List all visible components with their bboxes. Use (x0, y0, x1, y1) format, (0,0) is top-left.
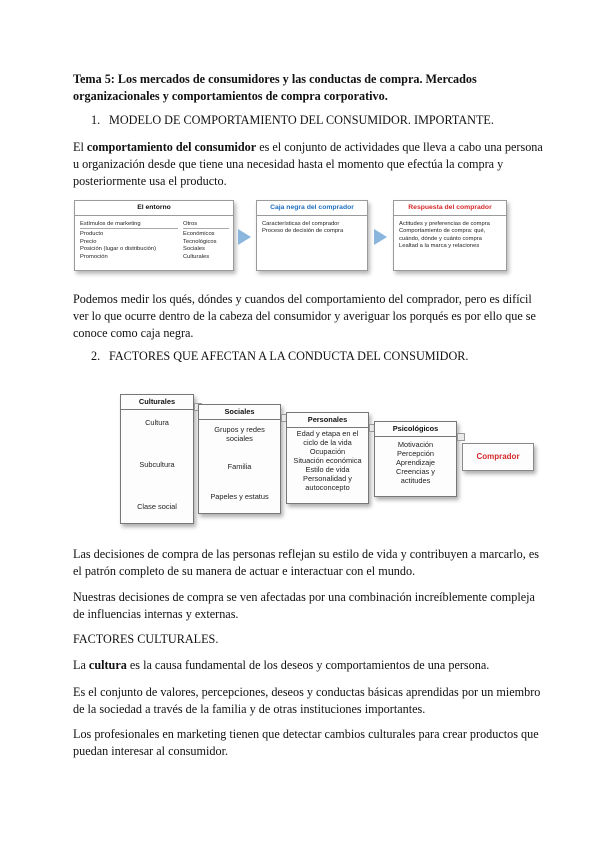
factor-item: Percepción (397, 449, 434, 458)
respuesta-items (399, 221, 505, 251)
respuesta-item: Lealtad a la marca y relaciones (399, 243, 480, 250)
factor-item: Estilo de vida (305, 465, 350, 474)
sociales-title: Sociales (199, 405, 280, 420)
respuesta-item: cuándo, dónde y cuánto compra (399, 235, 482, 242)
entorno-item: Posición (lugar o distribución) (80, 246, 157, 253)
factor-item: Clase social (137, 502, 177, 511)
caja-negra-item: Características del comprador (262, 221, 340, 227)
cultura-term: cultura (88, 658, 127, 672)
cultura-pre: La (73, 658, 89, 672)
entorno-marketing-col (80, 221, 178, 261)
otros-heading: Otros (183, 221, 229, 229)
caja-negra-items (262, 221, 366, 236)
arrow-right-icon (374, 229, 387, 245)
factor-item: Situación económica (293, 456, 362, 465)
entorno-item: Promoción (80, 253, 108, 260)
definition-pre: El (73, 140, 87, 154)
factor-item: Creencias y actitudes (395, 467, 436, 485)
culturales-title: Culturales (121, 395, 193, 410)
marketing-stimuli-heading: Estímulos de marketing (80, 221, 178, 229)
personales-title: Personales (287, 413, 368, 428)
section-2-heading (91, 348, 468, 365)
factor-item: Cultura (145, 418, 169, 427)
paragraph-influencias: Nuestras decisiones de compra se ven afectadas por una combinación increíblemente compleja de influencias internas y externas. (73, 590, 535, 621)
section-1-title: MODELO DE COMPORTAMIENTO DEL CONSUMIDOR. IMPORTANTE. (109, 113, 494, 127)
paragraph-profesionales: Los profesionales en marketing tienen que detectar cambios culturales para crear productos que puedan interesar al consumidor. (73, 727, 539, 758)
heading-factores-culturales: FACTORES CULTURALES. (73, 632, 219, 646)
respuesta-item: Comportamiento de compra: qué, (399, 228, 486, 235)
factor-item: Edad y etapa en el ciclo de la vida (296, 429, 359, 447)
caja-negra-item: Proceso de decisión de compra (262, 228, 344, 235)
entorno-item: Producto (80, 231, 104, 238)
caja-negra-box (256, 200, 368, 271)
arrow-right-icon (238, 229, 251, 245)
factor-item: Aprendizaje (395, 458, 436, 467)
paragraph-decisiones: Las decisiones de compra de las personas reflejan su estilo de vida y contribuyen a marcarlo, es el patrón completo de su manera de actuar e interactuar con el mundo. (73, 547, 540, 578)
cultura-post: es la causa fundamental de los deseos y comportamientos de una persona. (126, 658, 490, 672)
paragraph-definition (73, 139, 543, 190)
psicologicos-column (374, 421, 457, 497)
factor-item: Familia (227, 462, 252, 471)
entorno-item: Culturales (183, 253, 210, 260)
factor-item: Papeles y estatus (210, 492, 269, 501)
entorno-item: Tecnológicos (183, 238, 217, 245)
definition-post: es el conjunto de actividades que lleva a cabo una persona u organización desde que tiene una necesidad hasta el momento que efectúa la compra y posteriormente usa el producto. (73, 140, 543, 188)
entorno-item: Económicos (183, 231, 215, 238)
entorno-otros-col (183, 221, 229, 261)
psicologicos-title: Psicológicos (375, 422, 456, 437)
step-connector (457, 433, 465, 441)
paragraph-cultura (73, 657, 543, 674)
sociales-column (198, 404, 281, 514)
section-2-number: 2. (91, 349, 101, 363)
personales-column (286, 412, 369, 504)
comprador-title: Comprador (476, 452, 520, 461)
factor-item: Motivación (397, 440, 434, 449)
entorno-item: Precio (80, 238, 97, 245)
entorno-title: El entorno (75, 201, 233, 216)
definition-term: comportamiento del consumidor (86, 140, 257, 154)
factor-item: Subcultura (139, 460, 175, 469)
paragraph-conjunto: Es el conjunto de valores, percepciones, deseos y conductas básicas aprendidas por un miembro de la sociedad a través de la familia y de otras instituciones importantes. (73, 685, 541, 716)
paragraph-caja-negra: Podemos medir los qués, dóndes y cuandos del comportamiento del comprador, pero es difícil ver lo que ocurre dentro de la cabeza del consumidor y averiguar los porqués es por ello que se conoce como caja negra. (73, 292, 536, 340)
section-1-number: 1. (91, 113, 101, 127)
section-1-heading (91, 112, 494, 129)
factor-item: Ocupación (309, 447, 346, 456)
entorno-item: Sociales (183, 246, 205, 253)
document-title: Tema 5: Los mercados de consumidores y las conductas de compra. Mercados organizacionales y comportamientos de compra corporativo. (73, 72, 477, 103)
factor-item: Grupos y redes sociales (214, 425, 265, 443)
culturales-column (120, 394, 194, 524)
respuesta-title: Respuesta del comprador (394, 201, 506, 216)
section-2-title: FACTORES QUE AFECTAN A LA CONDUCTA DEL CONSUMIDOR. (109, 349, 469, 363)
respuesta-box (393, 200, 507, 271)
entorno-box (74, 200, 234, 271)
caja-negra-title: Caja negra del comprador (257, 201, 367, 216)
respuesta-item: Actitudes y preferencias de compra (399, 221, 490, 227)
comprador-box (462, 443, 534, 471)
factor-item: Personalidad y autoconcepto (303, 474, 352, 492)
